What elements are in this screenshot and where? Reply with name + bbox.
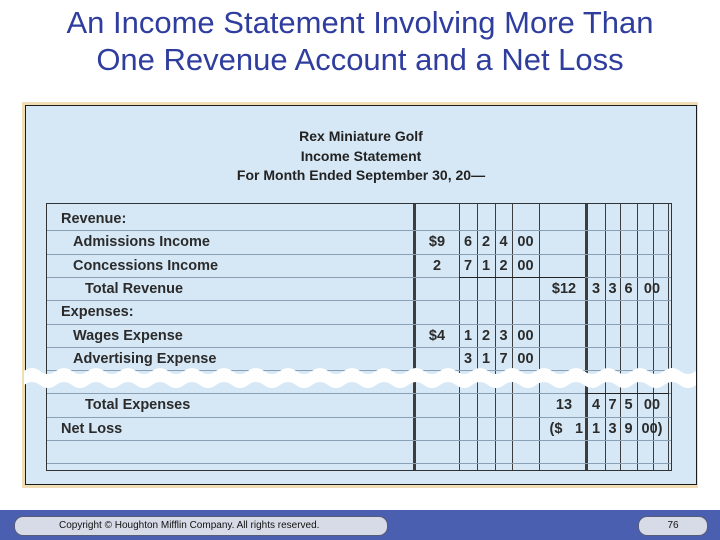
ledger-amount-digit: 3	[499, 327, 508, 344]
ledger-amount-digit: 4	[499, 234, 508, 251]
ledger-amount-digit: 00	[517, 257, 534, 274]
ledger-amount-digit: 6	[624, 280, 633, 297]
slide-title	[0, 4, 720, 78]
ledger-amount-digit: 00	[517, 327, 534, 344]
report-name: Income Statement	[300, 148, 422, 164]
ledger-row-rule	[47, 347, 671, 348]
ledger-amount-digit: ($	[549, 420, 563, 437]
ledger-amount-digit: 00	[517, 234, 534, 251]
ledger-table	[46, 203, 672, 471]
ledger-amount-digit: 7	[499, 350, 508, 367]
ledger-column-rule	[539, 204, 540, 470]
ledger-amount-digit: 2	[499, 257, 508, 274]
ledger-row-rule	[47, 324, 671, 325]
ledger-row-label: Total Expenses	[85, 397, 191, 414]
torn-page-break	[24, 363, 696, 393]
ledger-amount-digit: 3	[608, 280, 617, 297]
total-underline	[585, 393, 669, 394]
ledger-amount-digit: 1	[463, 327, 473, 344]
ledger-row-rule	[47, 393, 671, 394]
report-period: For Month Ended September 30, 20—	[236, 167, 486, 183]
ledger-amount-digit: 6	[463, 234, 473, 251]
ledger-amount-digit: 9	[624, 420, 633, 437]
ledger-amount-digit: $4	[428, 327, 446, 344]
ledger-row-rule	[47, 440, 671, 441]
ledger-row-label: Wages Expense	[73, 327, 183, 344]
ledger-amount-digit: 3	[591, 280, 601, 297]
ledger-amount-digit: $12	[551, 280, 577, 297]
ledger-row-label: Advertising Expense	[73, 350, 217, 367]
ledger-amount-digit: 3	[608, 420, 617, 437]
ledger-amount-digit: 00	[643, 397, 661, 414]
ledger-row-rule	[47, 230, 671, 231]
ledger-row-rule	[47, 300, 671, 301]
ledger-row-label: Expenses:	[61, 304, 134, 321]
ledger-row-label: Revenue:	[61, 211, 127, 227]
ledger-amount-digit: 7	[608, 397, 617, 414]
ledger-row-rule	[47, 463, 671, 464]
ledger-amount-digit: 4	[591, 397, 601, 414]
ledger-amount-digit: 1	[574, 420, 584, 437]
ledger-amount-digit: 00	[643, 280, 661, 297]
ledger-amount-digit: 2	[481, 234, 491, 251]
ledger-amount-digit: 2	[432, 257, 442, 274]
ledger-amount-digit: 00	[517, 350, 534, 367]
slide-title-line-2: One Revenue Account and a Net Loss	[96, 42, 624, 77]
ledger-row-label: Total Revenue	[85, 280, 184, 297]
page-number: 76	[638, 516, 708, 536]
ledger-amount-digit: 1	[481, 257, 491, 274]
ledger-amount-digit: $9	[428, 234, 446, 251]
ledger-row-rule	[47, 417, 671, 418]
ledger-row-rule	[47, 254, 671, 255]
ledger-amount-digit: 2	[481, 327, 491, 344]
ledger-amount-digit: 7	[463, 257, 473, 274]
ledger-amount-digit: 3	[463, 350, 473, 367]
company-name: Rex Miniature Golf	[299, 128, 423, 144]
ledger-amount-digit: 1	[481, 350, 491, 367]
ledger-amount-digit: 00)	[641, 420, 663, 437]
copyright-notice: Copyright © Houghton Mifflin Company. All rights reserved.	[14, 516, 388, 536]
ledger-amount-digit: 5	[624, 397, 633, 414]
ledger-row-label: Admissions Income	[73, 234, 210, 251]
ledger-row-label: Concessions Income	[73, 257, 219, 274]
total-underline	[459, 277, 585, 278]
ledger-column-rule	[668, 204, 669, 470]
ledger-amount-digit: 13	[555, 397, 573, 414]
ledger-row-label: Net Loss	[61, 420, 123, 437]
ledger-amount-digit: 1	[591, 420, 601, 437]
slide-title-line-1: An Income Statement Involving More Than	[66, 5, 654, 40]
